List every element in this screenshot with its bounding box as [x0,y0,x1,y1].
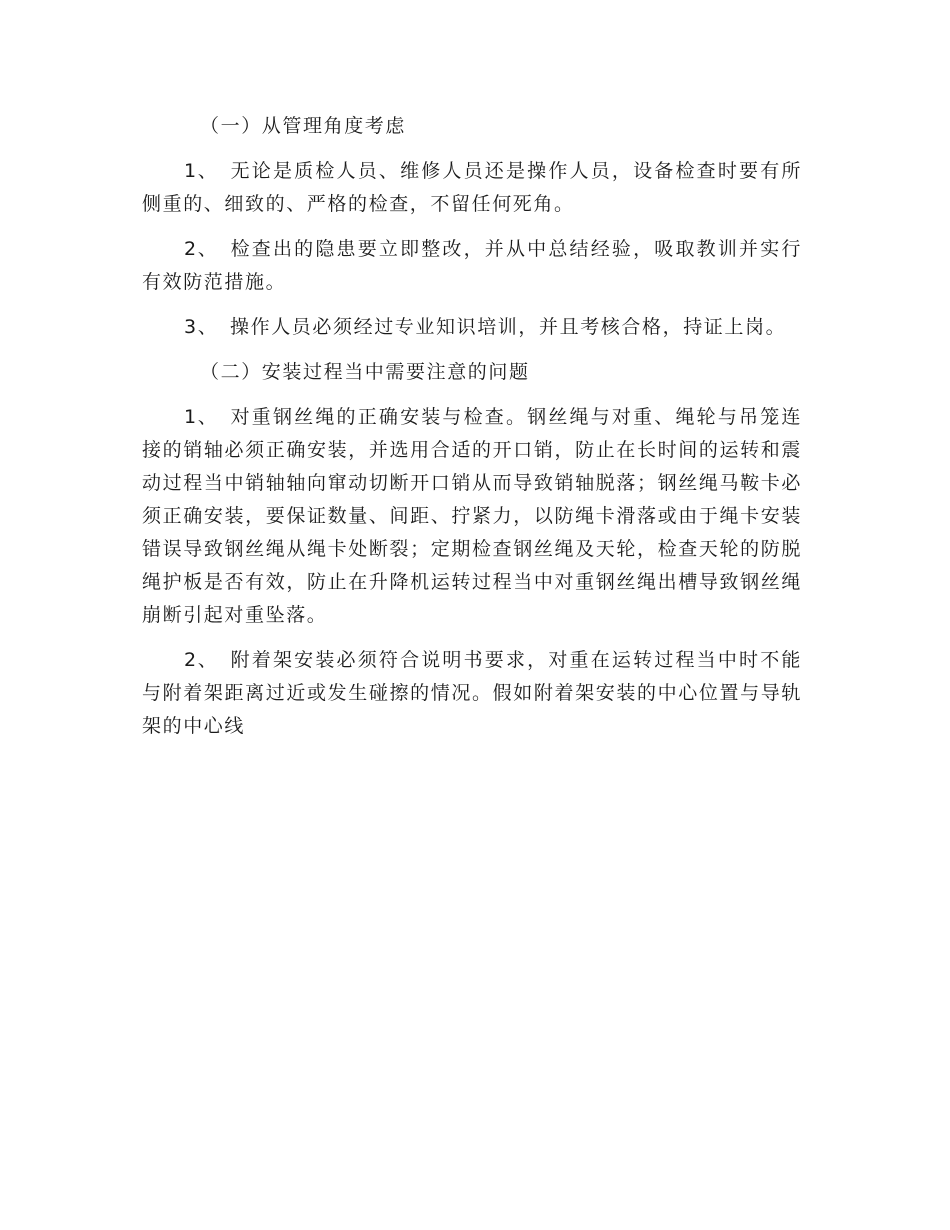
item-number: 2、 [184,238,219,260]
paragraph-text: 检查出的隐患要立即整改，并从中总结经验，吸取教训并实行有效防范措施。 [142,238,802,293]
paragraph-management-3 [142,311,802,344]
item-number: 2、 [184,649,219,671]
paragraph-management-1 [142,155,802,221]
document-body [142,110,802,755]
paragraph-text: 无论是质检人员、维修人员还是操作人员，设备检查时要有所侧重的、细致的、严格的检查，不留任何死角。 [142,160,802,215]
paragraph-text: 对重钢丝绳的正确安装与检查。钢丝绳与对重、绳轮与吊笼连接的销轴必须正确安装，并选用合适的开口销，防止在长时间的运转和震动过程当中销轴轴向窜动切断开口销从而导致销轴脱落；钢丝绳马鞍卡必须正确安装，要保证数量、间距、拧紧力，以防绳卡滑落或由于绳卡安装错误导致钢丝绳从绳卡处断裂；定期检查钢丝绳及天轮，检查天轮的防脱绳护板是否有效，防止在升降机运转过程当中对重钢丝绳出槽导致钢丝绳崩断引起对重坠落。 [142,406,802,626]
section-heading-management: （一）从管理角度考虑 [200,115,407,137]
paragraph-text: 附着架安装必须符合说明书要求，对重在运转过程当中时不能与附着架距离过近或发生碰擦的情况。假如附着架安装的中心位置与导轨架的中心线 [142,649,802,737]
item-number: 1、 [184,406,219,428]
item-number: 3、 [184,316,219,338]
section-heading-installation: （二）安装过程当中需要注意的问题 [200,361,530,383]
paragraph-management-2 [142,233,802,299]
item-number: 1、 [184,160,219,182]
paragraph-installation-2 [142,644,802,743]
paragraph-text: 操作人员必须经过专业知识培训，并且考核合格，持证上岗。 [230,316,787,338]
paragraph-installation-1 [142,401,802,632]
